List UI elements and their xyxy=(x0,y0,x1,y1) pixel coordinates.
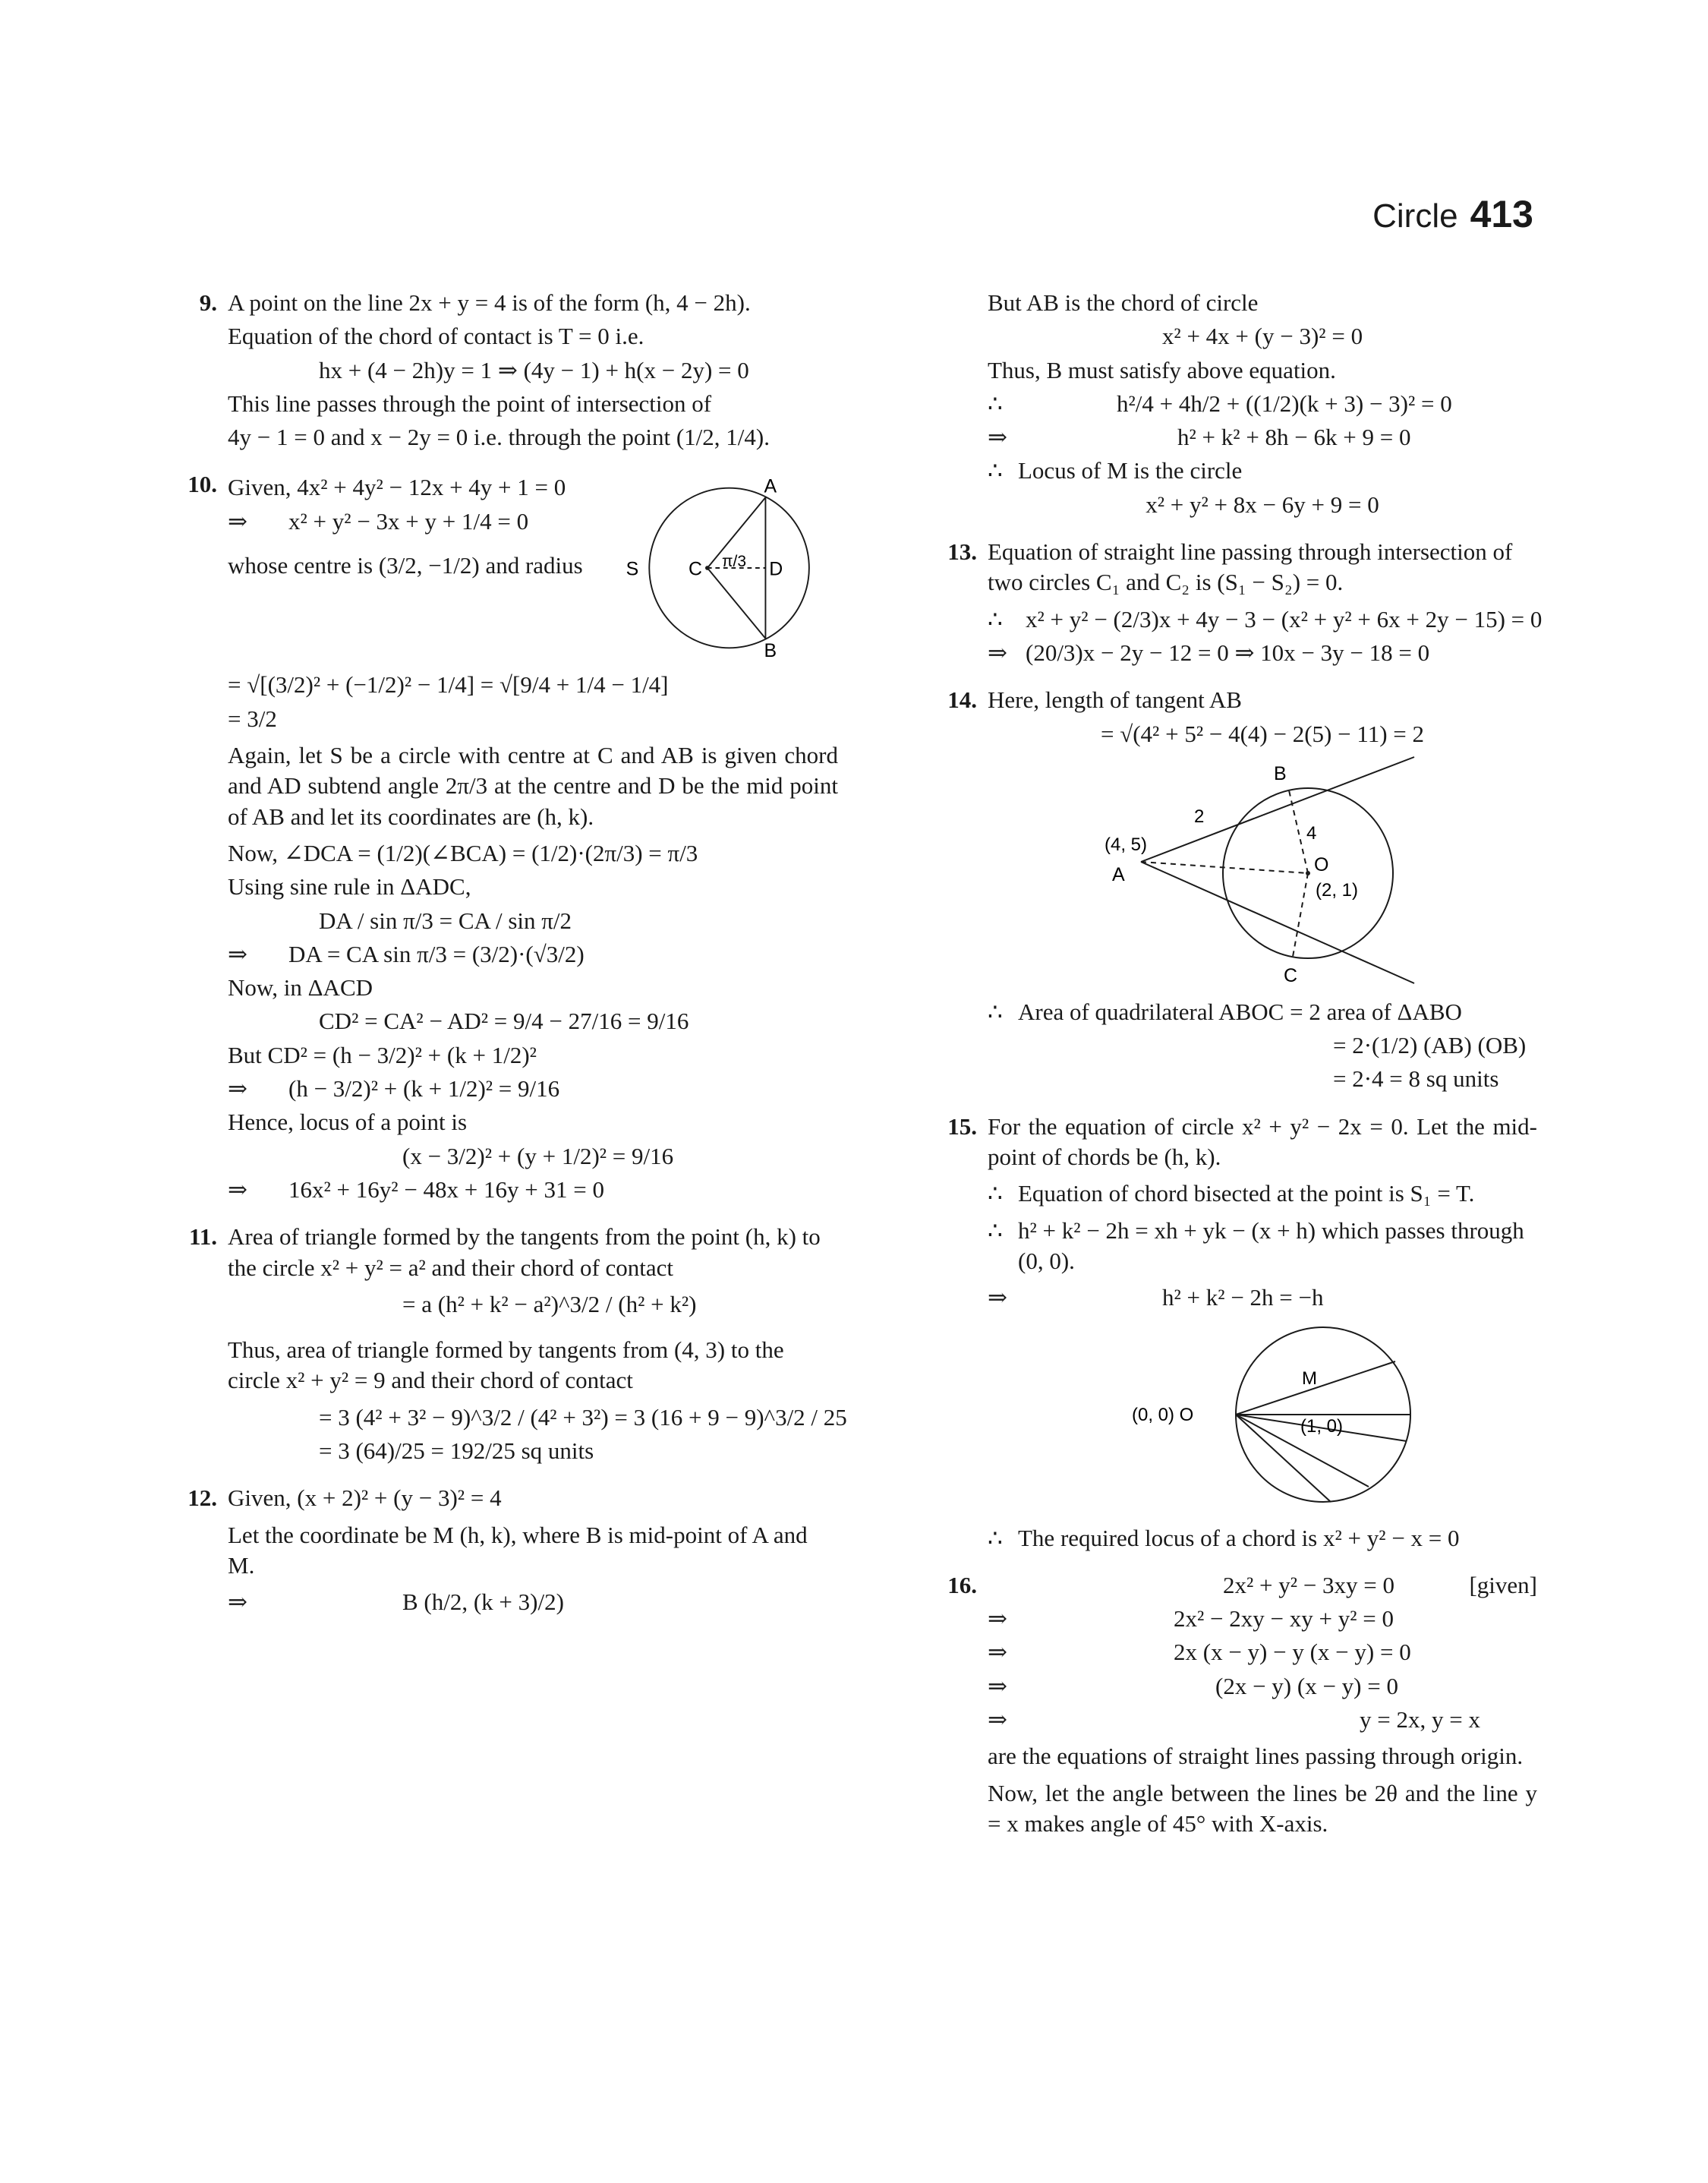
label-b: B xyxy=(764,640,777,662)
label-a: A xyxy=(1112,863,1125,885)
text-line: Equation of the chord of contact is T = 0 i.e. xyxy=(228,323,644,350)
equation: Now, ∠DCA = (1/2)(∠BCA) = (1/2)·(2π/3) = π/3 xyxy=(228,839,698,866)
text-line: Now, in ΔACD xyxy=(228,974,373,1002)
equation: h² + k² − 2h = −h xyxy=(1162,1284,1324,1311)
right-column xyxy=(938,285,1543,1856)
text-line: Equation of chord bisected at the point is S₁ = T. xyxy=(1018,1180,1475,1207)
text-line: whose centre is (3/2, −1/2) and radius xyxy=(228,552,583,579)
implies-symbol: ⇒ xyxy=(988,1706,1007,1733)
equation: = √[(3/2)² + (−1/2)² − 1/4] = √[9/4 + 1/4 − 1/4] xyxy=(228,671,669,699)
solution-9 xyxy=(178,288,838,453)
label-origin: (0, 0) O xyxy=(1132,1404,1194,1425)
implies-symbol: ⇒ xyxy=(228,940,247,967)
implies-symbol: ⇒ xyxy=(988,1605,1007,1633)
equation: DA / sin π/3 = CA / sin π/2 xyxy=(319,907,572,934)
equation: = 3/2 xyxy=(228,705,277,732)
solution-11 xyxy=(178,1222,847,1466)
equation: CD² = CA² − AD² = 9/4 − 27/16 = 9/16 xyxy=(319,1008,689,1035)
tangent-ac xyxy=(1141,862,1414,983)
therefore-symbol: ∴ xyxy=(988,390,1003,417)
therefore-symbol: ∴ xyxy=(988,998,1003,1025)
text-line: Using sine rule in ΔADC, xyxy=(228,873,471,901)
label-a-coord: (4, 5) xyxy=(1105,834,1148,855)
therefore-symbol: ∴ xyxy=(988,1524,1003,1551)
equation: 16x² + 16y² − 48x + 16y + 31 = 0 xyxy=(288,1175,605,1203)
equation: B (h/2, (k + 3)/2) xyxy=(402,1588,564,1616)
chord-circle-figure xyxy=(620,469,838,667)
label-centre: (1, 0) xyxy=(1300,1415,1344,1437)
chapter-title: Circle xyxy=(1372,197,1458,235)
text-line: Here, length of tangent AB xyxy=(988,686,1242,714)
chords-circle-figure xyxy=(1103,1320,1422,1517)
label-o-coord: (2, 1) xyxy=(1316,879,1359,901)
solution-15 xyxy=(938,1112,1537,1554)
solution-number: 14. xyxy=(947,686,977,714)
text-line: Thus, B must satisfy above equation. xyxy=(988,356,1336,383)
centre-point xyxy=(705,566,710,571)
point-o xyxy=(1306,871,1310,875)
solution-14 xyxy=(938,685,1537,1094)
radius-ob xyxy=(1289,790,1308,873)
text-line: 4y − 1 = 0 and x − 2y = 0 i.e. through the point (1/2, 1/4). xyxy=(228,424,770,451)
equation: 2x² + y² − 3xy = 0 xyxy=(1223,1571,1395,1598)
equation: hx + (4 − 2h)y = 1 ⇒ (4y − 1) + h(x − 2y) = 0 xyxy=(319,356,749,383)
text-paragraph: Again, let S be a circle with centre at C and AB is given chord and AD subtend angle 2π/3 at the centre and D be the mid point of AB and let its coordinates are (h, k). xyxy=(228,742,838,830)
page-number: 413 xyxy=(1470,193,1533,235)
equation: = 3 (64)/25 = 192/25 sq units xyxy=(319,1437,594,1465)
label-ob-length: 4 xyxy=(1306,822,1317,844)
solution-16 xyxy=(938,1570,1537,1839)
implies-symbol: ⇒ xyxy=(228,1075,247,1103)
line-ao xyxy=(1141,862,1308,873)
equation: = 3 (4² + 3² − 9)^3/2 / (4² + 3²) = 3 (16 + 9 − 9)^3/2 / 25 xyxy=(319,1403,847,1431)
label-d: D xyxy=(769,559,783,581)
given-note: [given] xyxy=(1469,1571,1537,1598)
equation: (20/3)x − 2y − 12 = 0 ⇒ 10x − 3y − 18 = 0 xyxy=(1026,639,1430,666)
label-a: A xyxy=(764,475,777,497)
therefore-symbol: ∴ xyxy=(988,1180,1003,1207)
equation: x² + y² + 8x − 6y + 9 = 0 xyxy=(1145,491,1379,518)
label-c: C xyxy=(1284,964,1298,986)
equation: x² + y² − (2/3)x + 4y − 3 − (x² + y² + 6x + 2y − 15) = 0 xyxy=(1026,605,1543,633)
implies-symbol: ⇒ xyxy=(988,424,1007,451)
implies-symbol: ⇒ xyxy=(988,1284,1007,1311)
equation: Given, (x + 2)² + (y − 3)² = 4 xyxy=(228,1484,502,1512)
solution-number: 16. xyxy=(947,1571,977,1598)
equation: y = 2x, y = x xyxy=(1360,1706,1480,1733)
solution-number: 15. xyxy=(947,1112,977,1140)
solution-12 xyxy=(178,1483,838,1617)
text-line: A point on the line 2x + y = 4 is of the form (h, 4 − 2h). xyxy=(228,289,751,316)
therefore-symbol: ∴ xyxy=(988,605,1003,633)
equation: (x − 3/2)² + (y + 1/2)² = 9/16 xyxy=(402,1142,674,1169)
implies-symbol: ⇒ xyxy=(988,639,1007,666)
text-line: But AB is the chord of circle xyxy=(988,289,1259,316)
text-paragraph: Now, let the angle between the lines be 2θ and the line y = x makes angle of 45° with X-axis. xyxy=(988,1779,1537,1837)
equation: 2x (x − y) − y (x − y) = 0 xyxy=(1174,1639,1411,1666)
therefore-symbol: ∴ xyxy=(988,457,1003,484)
left-column xyxy=(178,285,847,1635)
equation: = √(4² + 5² − 4(4) − 2(5) − 11) = 2 xyxy=(1100,720,1425,747)
label-b: B xyxy=(1274,762,1287,784)
solution-10 xyxy=(178,469,838,1205)
equation: (2x − y) (x − y) = 0 xyxy=(1215,1672,1398,1699)
solution-number: 10. xyxy=(188,471,217,498)
equation: = 2·(1/2) (AB) (OB) xyxy=(1333,1032,1527,1059)
equation: Area of quadrilateral ABOC = 2 area of ΔABO xyxy=(1018,998,1462,1025)
solution-number: 11. xyxy=(188,1223,217,1251)
label-c: C xyxy=(688,559,702,581)
text-paragraph: Area of triangle formed by the tangents from the point (h, k) to the circle x² + y² = a² and their chord of contact xyxy=(228,1223,821,1281)
equation: But CD² = (h − 3/2)² + (k + 1/2)² xyxy=(228,1041,537,1068)
implies-symbol: ⇒ xyxy=(228,1588,247,1616)
implies-symbol: ⇒ xyxy=(988,1672,1007,1699)
equation: h²/4 + 4h/2 + ((1/2)(k + 3) − 3)² = 0 xyxy=(1117,390,1452,417)
equation: x² + y² − 3x + y + 1/4 = 0 xyxy=(288,507,529,535)
label-s: S xyxy=(626,559,639,581)
solution-number: 12. xyxy=(188,1484,217,1512)
text-paragraph: are the equations of straight lines passing through origin. xyxy=(988,1743,1524,1770)
solution-number: 9. xyxy=(199,289,217,316)
text-line: This line passes through the point of intersection of xyxy=(228,390,712,417)
label-m: M xyxy=(1302,1368,1317,1389)
therefore-symbol: ∴ xyxy=(988,1216,1003,1244)
text-paragraph: h² + k² − 2h = xh + yk − (x + h) which passes through (0, 0). xyxy=(1018,1216,1524,1274)
implies-symbol: ⇒ xyxy=(988,1639,1007,1666)
running-header xyxy=(1372,190,1533,239)
equation: = a (h² + k² − a²)^3/2 / (h² + k²) xyxy=(402,1290,697,1317)
equation: (h − 3/2)² + (k + 1/2)² = 9/16 xyxy=(288,1075,560,1103)
equation: Given, 4x² + 4y² − 12x + 4y + 1 = 0 xyxy=(228,474,566,501)
solution-number: 13. xyxy=(947,538,977,566)
text-line: Locus of M is the circle xyxy=(1018,457,1243,484)
radius-cb xyxy=(707,568,766,639)
text-line: The required locus of a chord is x² + y² − x = 0 xyxy=(1018,1524,1460,1551)
implies-symbol: ⇒ xyxy=(228,507,247,535)
label-o: O xyxy=(1314,853,1329,875)
equation: 2x² − 2xy − xy + y² = 0 xyxy=(1174,1605,1394,1633)
text-paragraph: Equation of straight line passing through intersection of two circles C₁ and C₂ is (S₁ − S₂) = 0. xyxy=(988,538,1513,596)
equation: h² + k² + 8h − 6k + 9 = 0 xyxy=(1177,424,1411,451)
tangent-figure xyxy=(1095,756,1429,991)
solution-13 xyxy=(938,537,1543,668)
text-paragraph: For the equation of circle x² + y² − 2x = 0. Let the mid-point of chords be (h, k). xyxy=(988,1112,1537,1171)
text-paragraph: Thus, area of triangle formed by tangents from (4, 3) to the circle x² + y² = 9 and their chord of contact xyxy=(228,1336,784,1394)
label-angle: π/3 xyxy=(721,553,746,571)
equation: x² + 4x + (y − 3)² = 0 xyxy=(1161,323,1363,350)
label-ab-length: 2 xyxy=(1194,806,1205,827)
text-line: Hence, locus of a point is xyxy=(228,1109,468,1136)
implies-symbol: ⇒ xyxy=(228,1175,247,1203)
text-paragraph: Let the coordinate be M (h, k), where B is mid-point of A and M. xyxy=(228,1521,808,1579)
equation: = 2·4 = 8 sq units xyxy=(1333,1065,1499,1093)
solution-12-continued xyxy=(938,288,1537,520)
radius-oc xyxy=(1293,873,1308,957)
equation: DA = CA sin π/3 = (3/2)·(√3/2) xyxy=(288,940,585,967)
